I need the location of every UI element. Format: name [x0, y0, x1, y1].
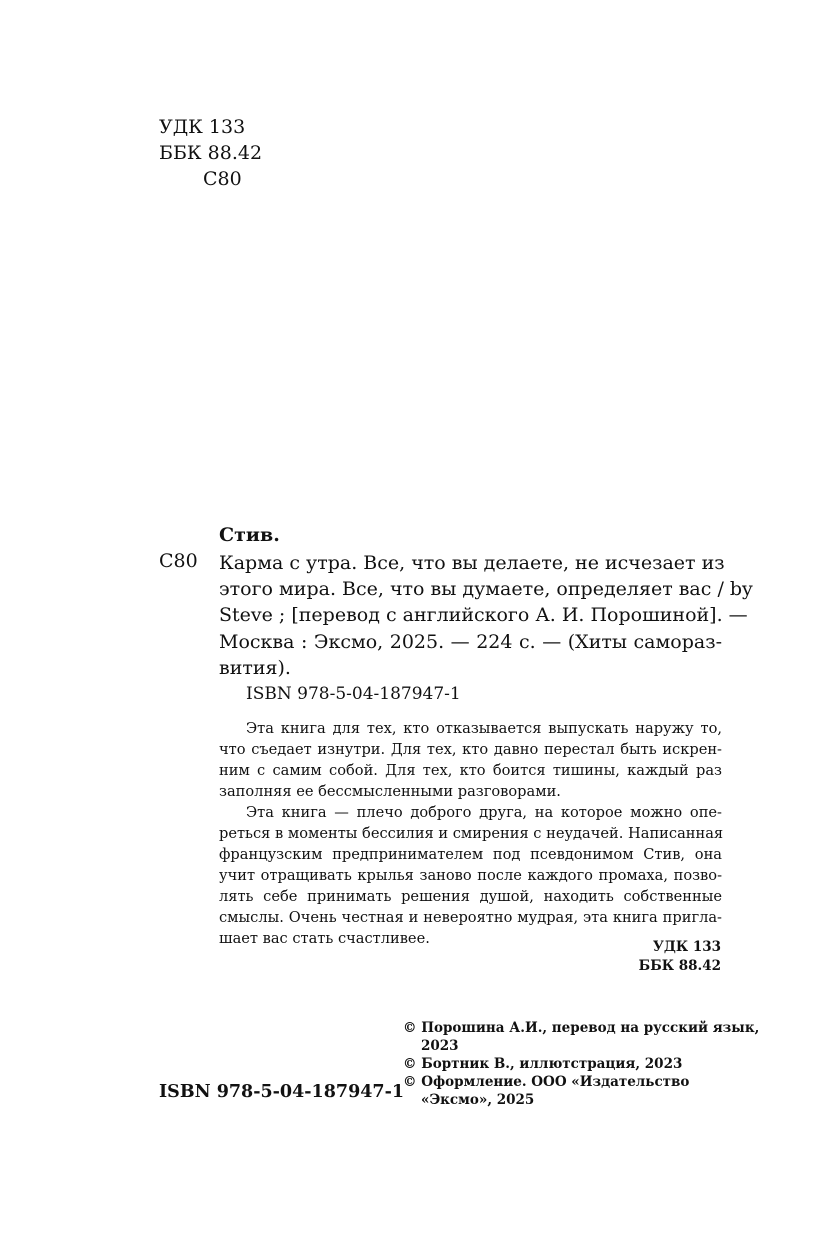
- annotation-line: реться в моменты бессилия и смирения с неудачей. Написанная: [219, 825, 724, 842]
- isbn-record: ISBN 978-5-04-187947-1: [246, 684, 461, 704]
- annotation-line: учит отращивать крылья заново после каждого промаха, позво-: [219, 867, 722, 884]
- isbn-bottom: ISBN 978-5-04-187947-1: [159, 1082, 405, 1102]
- annotation: [219, 718, 722, 949]
- annotation-line: лять себе принимать решения душой, находить собственные: [219, 888, 722, 905]
- annotation-line: французским предпринимателем под псевдонимом Стив, она: [219, 846, 722, 863]
- author-mark: С80: [203, 168, 242, 190]
- bib-line: Карма с утра. Все, что вы делаете, не исчезает из: [219, 552, 725, 574]
- author-mark-side: С80: [159, 550, 198, 572]
- copyright-line: «Эксмо», 2025: [421, 1092, 535, 1108]
- annotation-line: ним с самим собой. Для тех, кто боится тишины, каждый раз: [219, 762, 722, 779]
- bib-line: Москва : Эксмо, 2025. — 224 с. — (Хиты самораз-: [219, 630, 722, 653]
- bib-line: этого мира. Все, что вы думаете, определяет вас / by: [219, 578, 753, 601]
- bib-line: вития).: [219, 656, 291, 679]
- copyright-line: 2023: [421, 1038, 459, 1054]
- annotation-line: смыслы. Очень честная и невероятно мудрая, эта книга пригла-: [219, 909, 722, 926]
- copyright-line: © Порошина А.И., перевод на русский язык,: [403, 1020, 760, 1036]
- annotation-line: что съедает изнутри. Для тех, кто давно перестал быть искрен-: [219, 741, 722, 758]
- author-name: Стив.: [219, 524, 280, 546]
- copyright-block: [403, 1019, 760, 1109]
- udk-code: УДК 133: [159, 116, 246, 138]
- bbk-code: ББК 88.42: [159, 142, 263, 164]
- copyright-line: © Бортник В., иллютстрация, 2023: [403, 1056, 683, 1072]
- annotation-line: Эта книга для тех, кто отказывается выпускать наружу то,: [246, 720, 722, 737]
- copyright-line: © Оформление. ООО «Издательство: [403, 1074, 690, 1090]
- annotation-line: заполняя ее бессмысленными разговорами.: [219, 783, 561, 800]
- bib-line: Steve ; [перевод с английского А. И. Порошиной]. —: [219, 604, 748, 627]
- annotation-line: Эта книга — плечо доброго друга, на которое можно опе-: [246, 804, 722, 821]
- udk-code-bottom: УДК 133: [652, 939, 721, 955]
- bibliographic-description: [219, 550, 753, 681]
- annotation-line: шает вас стать счастливее.: [219, 930, 430, 947]
- bbk-code-bottom: ББК 88.42: [638, 958, 721, 974]
